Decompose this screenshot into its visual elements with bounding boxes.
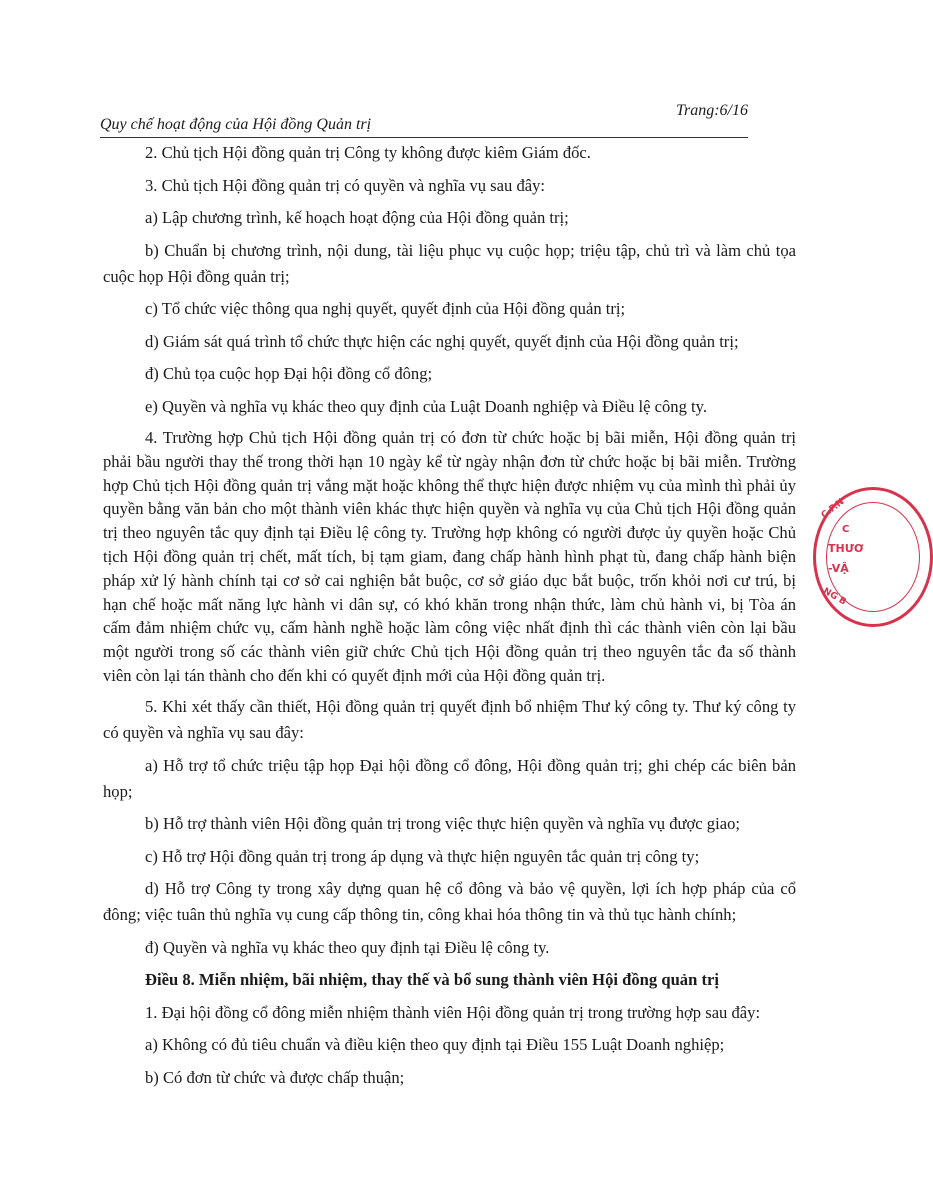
- paragraph: 4. Trường hợp Chủ tịch Hội đồng quản trị có đơn từ chức hoặc bị bãi miễn, Hội đồng quản trị phải bầu người thay thế trong thời hạn 10 ngày kể từ ngày nhận đơn từ chức hoặc bị bãi miễn. Trường hợp Chủ tịch Hội đồng quản trị vắng mặt hoặc không thể thực hiện được nhiệm vụ của mình thì phải ủy quyền bằng văn bản cho một thành viên khác thực hiện quyền và nghĩa vụ của Chủ tịch Hội đồng quản trị theo nguyên tắc quy định tại Điều lệ công ty. Trường hợp không có người được ủy quyền hoặc Chủ tịch Hội đồng quản trị chết, mất tích, bị tạm giam, đang chấp hành hình phạt tù, đang chấp hành biện pháp xử lý hành chính tại cơ sở cai nghiện bắt buộc, cơ sở giáo dục bắt buộc, trốn khỏi nơi cư trú, bị hạn chế hoặc mất năng lực hành vi dân sự, có khó khăn trong nhận thức, làm chủ hành vi, bị Tòa án cấm đảm nhiệm chức vụ, cấm hành nghề hoặc làm công việc nhất định thì các thành viên còn lại bầu một người trong số các thành viên giữ chức Chủ tịch Hội đồng quản trị theo nguyên tắc đa số thành viên còn lại tán thành cho đến khi có quyết định mới của Hội đồng quản trị.: [103, 428, 796, 685]
- header-divider: [100, 137, 748, 138]
- paragraph: 2. Chủ tịch Hội đồng quản trị Công ty không được kiêm Giám đốc.: [145, 143, 591, 162]
- paragraph: a) Không có đủ tiêu chuẩn và điều kiện theo quy định tại Điều 155 Luật Doanh nghiệp;: [145, 1035, 725, 1055]
- paragraph: a) Hỗ trợ tổ chức triệu tập họp Đại hội đồng cổ đông, Hội đồng quản trị; ghi chép các biên bản họp;: [103, 755, 796, 801]
- paragraph: đ) Chủ tọa cuộc họp Đại hội đồng cổ đông;: [145, 364, 433, 383]
- article-heading: Điều 8. Miễn nhiệm, bãi nhiệm, thay thế và bổ sung thành viên Hội đồng quản trị: [145, 970, 719, 990]
- paragraph: 3. Chủ tịch Hội đồng quản trị có quyền và nghĩa vụ sau đây:: [145, 175, 546, 195]
- paragraph: c) Hỗ trợ Hội đồng quản trị trong áp dụng và thực hiện nguyên tắc quản trị công ty;: [145, 846, 700, 866]
- paragraph: b) Chuẩn bị chương trình, nội dung, tài liệu phục vụ cuộc họp; triệu tập, chủ trì và làm chủ tọa cuộc họp Hội đồng quản trị;: [103, 240, 796, 286]
- seal-text: C: [842, 524, 850, 535]
- paragraph: đ) Quyền và nghĩa vụ khác theo quy định tại Điều lệ công ty.: [145, 937, 550, 957]
- seal-text: C.P.N: [819, 497, 847, 521]
- paragraph: d) Giám sát quá trình tổ chức thực hiện các nghị quyết, quyết định của Hội đồng quản trị;: [145, 331, 739, 351]
- page-header: [100, 102, 748, 138]
- company-seal: [813, 487, 933, 627]
- seal-text: -VẬ: [828, 562, 849, 575]
- seal-text: THƯƠ: [828, 542, 864, 555]
- paragraph: e) Quyền và nghĩa vụ khác theo quy định của Luật Doanh nghiệp và Điều lệ công ty.: [145, 396, 708, 416]
- paragraph: 1. Đại hội đồng cổ đông miễn nhiệm thành viên Hội đồng quản trị trong trường hợp sau đây:: [145, 1002, 761, 1022]
- paragraph: a) Lập chương trình, kế hoạch hoạt động của Hội đồng quản trị;: [145, 208, 569, 227]
- paragraph: 5. Khi xét thấy cần thiết, Hội đồng quản trị quyết định bổ nhiệm Thư ký công ty. Thư ký công ty có quyền và nghĩa vụ sau đây:: [103, 697, 796, 743]
- paragraph: d) Hỗ trợ Công ty trong xây dựng quan hệ cổ đông và bảo vệ quyền, lợi ích hợp pháp của cổ đông; việc tuân thủ nghĩa vụ cung cấp thông tin, công khai hóa thông tin và thủ tục hành chính;: [103, 879, 796, 925]
- paragraph: c) Tổ chức việc thông qua nghị quyết, quyết định của Hội đồng quản trị;: [145, 299, 626, 318]
- document-body: [103, 140, 796, 1097]
- paragraph: b) Có đơn từ chức và được chấp thuận;: [145, 1067, 405, 1087]
- seal-text: NG B: [821, 586, 848, 608]
- document-title: Quy chế hoạt động của Hội đồng Quản trị: [100, 116, 372, 133]
- paragraph: b) Hỗ trợ thành viên Hội đồng quản trị trong việc thực hiện quyền và nghĩa vụ được giao;: [145, 814, 740, 834]
- page-number: Trang:6/16: [675, 102, 748, 119]
